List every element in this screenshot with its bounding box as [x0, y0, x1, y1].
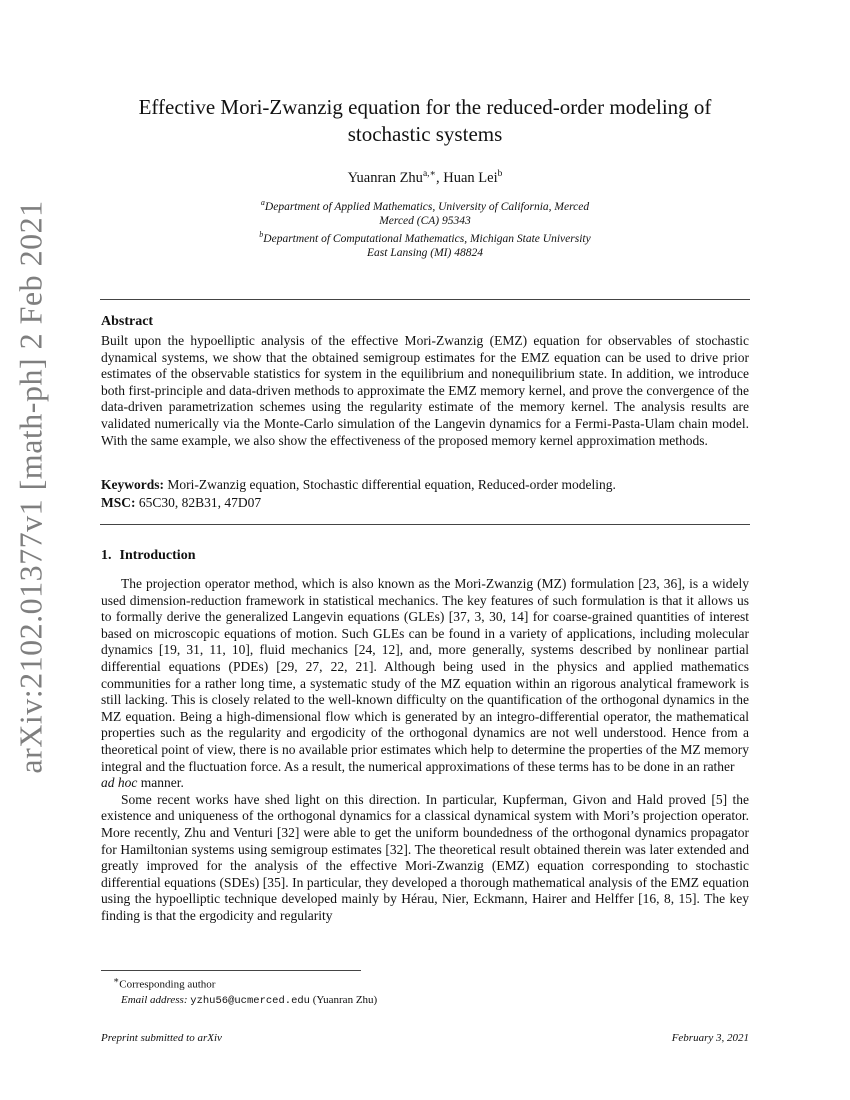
arxiv-identifier: arXiv:2102.01377v1 [math-ph] 2 Feb 2021 — [12, 200, 49, 774]
affil-mark: b — [259, 229, 264, 239]
keywords-text: Mori-Zwanzig equation, Stochastic differential equation, Reduced-order modeling. — [167, 477, 616, 492]
footnote — [113, 973, 613, 1009]
author-list — [100, 168, 750, 187]
affil-text: Department of Computational Mathematics, Michigan State University — [263, 232, 591, 245]
email-address[interactable]: yzhu56@ucmerced.edu — [190, 994, 310, 1007]
section-number: 1. — [101, 548, 112, 563]
section-title: Introduction — [119, 548, 196, 563]
msc-label: MSC: — [101, 495, 136, 510]
affiliation-a-location: Merced (CA) 95343 — [379, 214, 471, 227]
paragraph-text: The projection operator method, which is also known as the Mori-Zwanzig (MZ) formulation [23, 36], is a widely used dimension-reduction framework in statistical mechanics. The key features of such formulation is that it allows us to formally derive the generalized Langevin equations (GLEs) [37, 3, 30, 14] for coarse-grained quantities of interest based on microscopic equations of motion. Such GLEs can be found in a variety of applications, including molecular dynamics [19, 31, 11, 10], fluid mechanics [24, 12], and, more generally, systems described by nonlinear partial differential equations (PDEs) [29, 27, 22, 21]. Although being used in the physics and applied mathematics communities for a rather long time, a systematic study of the MZ equation within an rigorous analytical framework is still lacking. This is closely related to the well-known difficulty on the quantification of the orthogonal dynamics in the MZ equation. Being a high-dimensional flow which is generated by an integro-differential operator, the mathematical properties such as the regularity and ergodicity of the orthogonal dynamics are not well understood. Hence from a theoretical point of view, there is no available prior estimates which help to determine the properties of the MZ memory integral and the fluctuation force. As a result, the numerical approximations of these terms has to be done in an rather — [101, 576, 749, 774]
abstract-top-rule — [100, 299, 750, 300]
footnote-corresponding — [113, 973, 613, 993]
footnote-mark: ∗ — [113, 975, 120, 985]
author-name: Huan Lei — [443, 169, 498, 186]
introduction-text — [101, 576, 749, 924]
title-line-1: Effective Mori-Zwanzig equation for the reduced-order modeling of — [138, 95, 712, 119]
email-label: Email address: — [121, 993, 188, 1006]
abstract-body: Built upon the hypoelliptic analysis of the effective Mori-Zwanzig (EMZ) equation for observables of stochastic dynamical systems, we show that the obtained semigroup estimates for the EMZ equation can be used to drive prior estimates of the observable statistics for system in the equilibrium and nonequilibrium state. In addition, we introduce both first-principle and data-driven methods to approximate the EMZ memory kernel, and prove the convergence of the data-driven parametrization schemes using the regularity estimate of the memory kernel. The analysis results are validated numerically via the Monte-Carlo simulation of the Langevin dynamics for a Fermi-Pasta-Ulam chain model. With the same example, we also show the effectiveness of the proposed memory kernel approximation methods. — [101, 333, 749, 448]
affil-text: Department of Applied Mathematics, University of California, Merced — [264, 200, 590, 213]
footnote-text: Corresponding author — [119, 978, 216, 991]
affiliation-a — [100, 196, 750, 214]
email-owner: (Yuanran Zhu) — [312, 993, 378, 1006]
section-heading — [101, 548, 195, 564]
msc-text: 65C30, 82B31, 47D07 — [138, 495, 262, 510]
affiliation-b-location: East Lansing (MI) 48824 — [367, 246, 483, 259]
keywords-label: Keywords: — [101, 477, 164, 492]
affiliations — [100, 196, 750, 260]
paragraph-text: manner. — [137, 775, 184, 791]
author-affil-mark: b — [497, 169, 503, 179]
paragraph — [101, 576, 749, 792]
affil-mark: a — [260, 198, 265, 207]
paper-title — [100, 94, 750, 148]
paragraph-italic: ad hoc — [101, 775, 138, 791]
arxiv-sidebar — [8, 200, 54, 774]
title-line-2: stochastic systems — [347, 122, 503, 146]
footer-preprint-note: Preprint submitted to arXiv — [101, 1032, 222, 1044]
affiliation-b — [100, 228, 750, 246]
footnote-email-line — [113, 993, 613, 1009]
footer-date: February 3, 2021 — [671, 1032, 749, 1044]
footnote-rule — [101, 970, 361, 971]
msc-codes — [101, 495, 749, 511]
abstract-heading: Abstract — [101, 314, 154, 329]
keywords — [101, 477, 749, 493]
abstract-bottom-rule — [100, 524, 750, 525]
paragraph: Some recent works have shed light on this direction. In particular, Kupferman, Givon and Hald proved [5] the existence and uniqueness of the orthogonal dynamics for a classical dynamical system with Mori’s projection operator. More recently, Zhu and Venturi [32] were able to get the uniform boundedness of the orthogonal dynamics propagator for Hamiltonian systems using semigroup estimates [32]. The theoretical result obtained therein was later extended and greatly improved for the analysis of the effective Mori-Zwanzig (EMZ) equation corresponding to stochastic differential equations (SDEs) [35]. In particular, they developed a thorough mathematical analysis of the EMZ equation using the hypoelliptic technique developed mainly by Hérau, Nier, Eckmann, Hairer and Helffer [16, 8, 15]. The key finding is that the ergodicity and regularity — [101, 791, 749, 923]
author-affil-mark: a,∗ — [422, 169, 436, 179]
author-separator: , — [436, 169, 444, 186]
author-name: Yuanran Zhu — [347, 169, 423, 186]
